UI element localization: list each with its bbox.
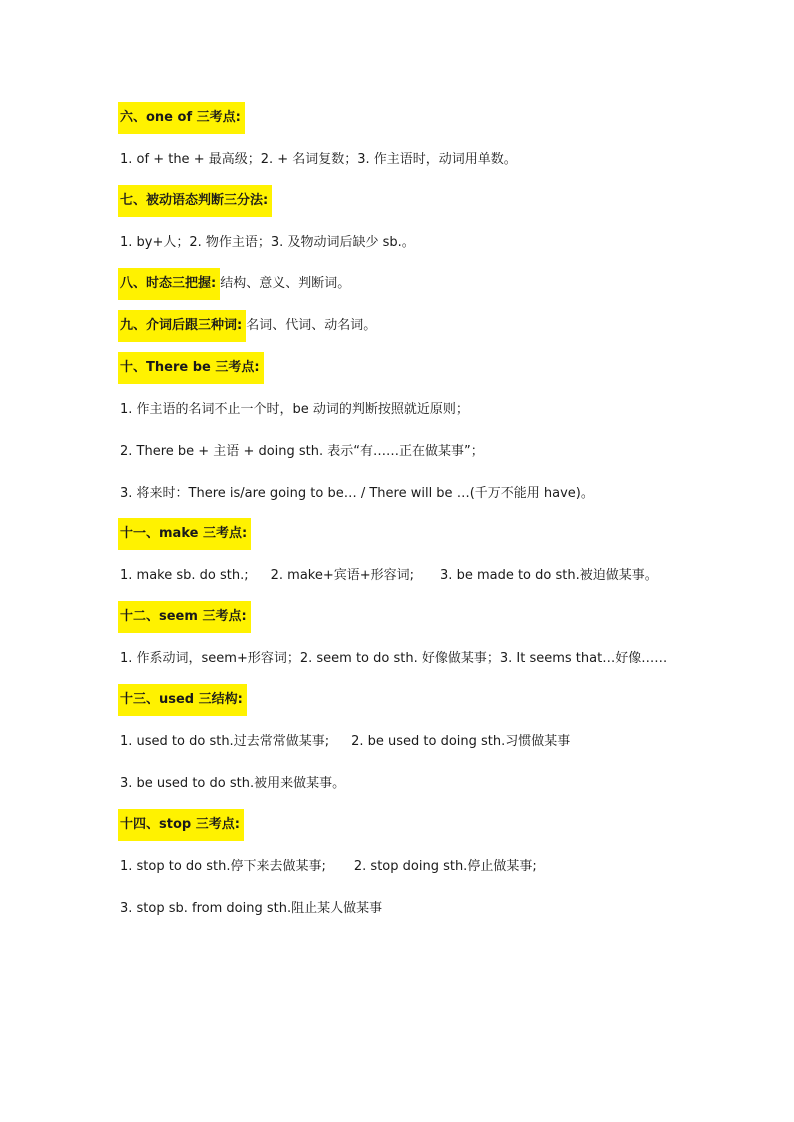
heading-section-8 <box>118 268 350 300</box>
section-14-part-1: 1. stop to do sth.停下来去做某事; <box>120 859 326 874</box>
section-14-line-1 <box>120 857 537 877</box>
section-11-part-1: 1. make sb. do sth.; <box>120 568 249 583</box>
section-14-part-2: 2. stop doing sth.停止做某事; <box>353 859 537 874</box>
heading-highlight: 八、时态三把握: <box>118 268 220 300</box>
section-11-part-2: 2. make+宾语+形容词; <box>270 568 415 583</box>
heading-section-9 <box>118 310 376 342</box>
heading-highlight: 十三、used 三结构: <box>118 684 247 716</box>
section-10-line-3: 3. 将来时：There is/are going to be… / There will be …(千万不能用 have)。 <box>120 486 594 501</box>
heading-section-7 <box>118 185 272 217</box>
section-13-part-2: 2. be used to doing sth.习惯做某事 <box>351 734 571 749</box>
section-11-line-1 <box>120 566 658 586</box>
section-8-text: 结构、意义、判断词。 <box>220 276 351 291</box>
section-7-line-1: 1. by+人；2. 物作主语；3. 及物动词后缺少 sb.。 <box>120 235 415 250</box>
heading-section-6 <box>118 102 245 134</box>
section-12-line-1: 1. 作系动词，seem+形容词；2. seem to do sth. 好像做某事；3. It seems that…好像…… <box>120 651 668 666</box>
heading-highlight: 九、介词后跟三种词: <box>118 310 246 342</box>
section-6-line-1: 1. of + the + 最高级；2. + 名词复数；3. 作主语时，动词用单数。 <box>120 152 517 167</box>
heading-highlight: 十一、make 三考点: <box>118 518 251 550</box>
section-13-part-1: 1. used to do sth.过去常常做某事; <box>120 734 330 749</box>
heading-highlight: 十二、seem 三考点: <box>118 601 251 633</box>
section-10-line-1: 1. 作主语的名词不止一个时，be 动词的判断按照就近原则； <box>120 402 469 417</box>
section-11-part-3: 3. be made to do sth.被迫做某事。 <box>440 568 658 583</box>
section-13-line-1 <box>120 732 570 752</box>
section-13-line-2: 3. be used to do sth.被用来做某事。 <box>120 776 346 791</box>
section-9-text: 名词、代词、动名词。 <box>246 318 377 333</box>
heading-highlight: 七、被动语态判断三分法: <box>118 185 272 217</box>
section-10-line-2: 2. There be + 主语 + doing sth. 表示“有……正在做某事”； <box>120 444 484 459</box>
heading-section-13 <box>118 684 247 716</box>
section-14-line-2: 3. stop sb. from doing sth.阻止某人做某事 <box>120 901 383 916</box>
heading-highlight: 六、one of 三考点: <box>118 102 245 134</box>
heading-section-12 <box>118 601 251 633</box>
heading-highlight: 十四、stop 三考点: <box>118 809 244 841</box>
heading-section-10 <box>118 352 264 384</box>
heading-highlight: 十、There be 三考点: <box>118 352 264 384</box>
heading-section-11 <box>118 518 251 550</box>
heading-section-14 <box>118 809 244 841</box>
